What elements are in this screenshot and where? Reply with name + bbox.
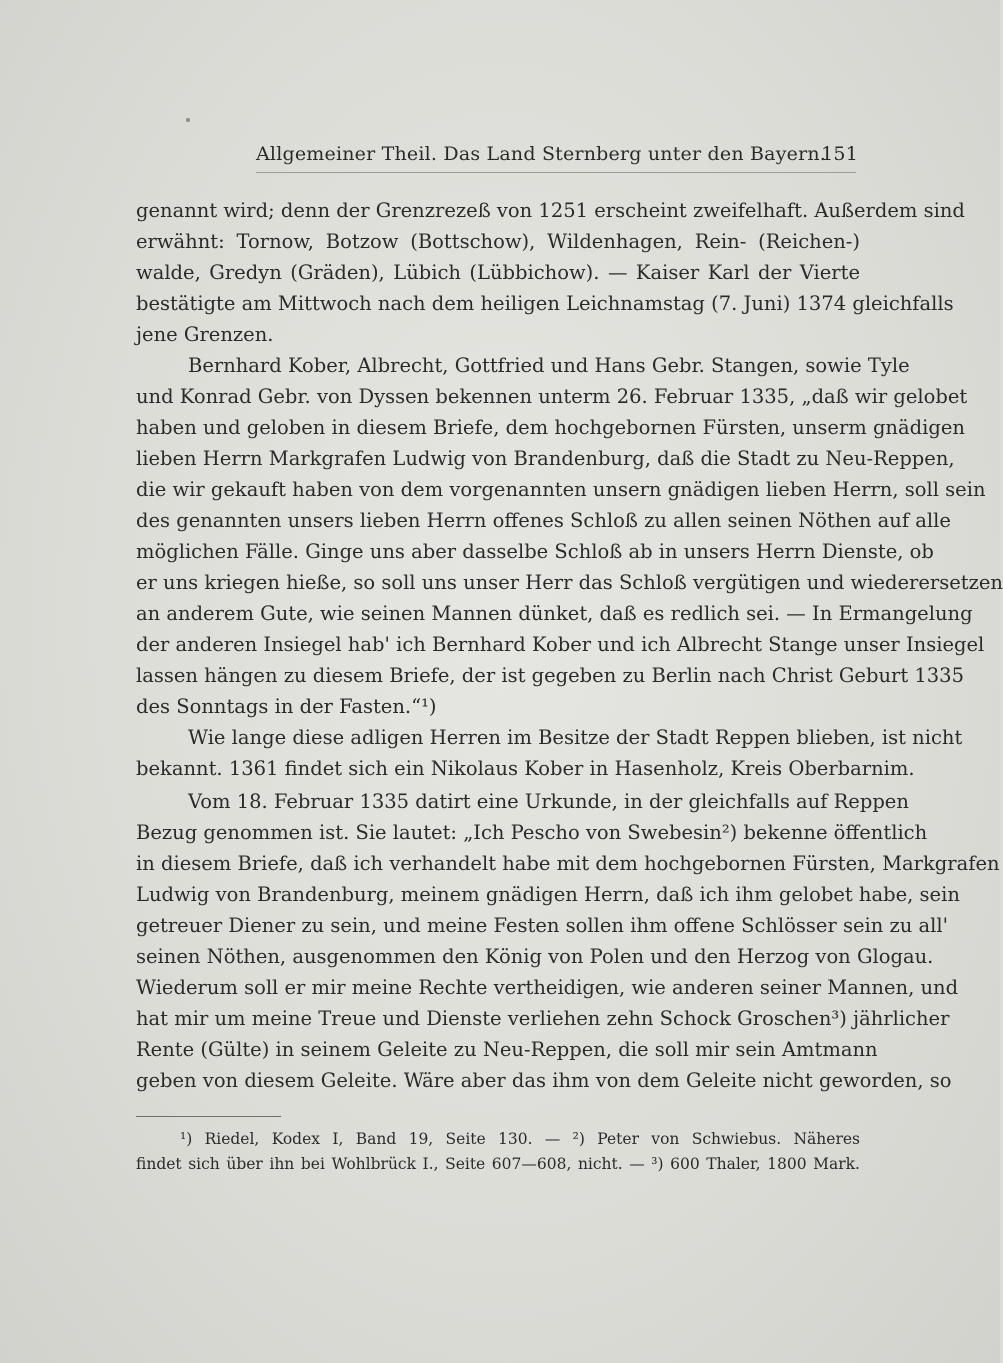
text-line: und Konrad Gebr. von Dyssen bekennen unterm 26. Februar 1335, „daß wir gelobet — [136, 385, 968, 408]
text-line: erwähnt: Tornow, Botzow (Bottschow), Wildenhagen, Rein- (Reichen-) — [136, 230, 860, 253]
footnote-rule — [136, 1116, 281, 1117]
text-line: haben und geloben in diesem Briefe, dem hochgebornen Fürsten, unserm gnädigen — [136, 416, 965, 439]
text-line: Vom 18. Februar 1335 datirt eine Urkunde, in der gleichfalls auf Reppen — [188, 790, 909, 813]
text-line: lassen hängen zu diesem Briefe, der ist gegeben zu Berlin nach Christ Geburt 1335 — [136, 664, 964, 687]
text-line: Ludwig von Brandenburg, meinem gnädigen Herrn, daß ich ihm gelobet habe, sein — [136, 883, 960, 906]
text-line: getreuer Diener zu sein, und meine Festen sollen ihm offene Schlösser sein zu all' — [136, 914, 949, 937]
text-line: bestätigte am Mittwoch nach dem heiligen Leichnamstag (7. Juni) 1374 gleichfalls — [136, 292, 954, 315]
text-line: geben von diesem Geleite. Wäre aber das ihm von dem Geleite nicht geworden, so — [136, 1069, 952, 1092]
paper-speck — [186, 118, 190, 122]
text-line: bekannt. 1361 findet sich ein Nikolaus Kober in Hasenholz, Kreis Oberbarnim. — [136, 757, 915, 780]
text-line: in diesem Briefe, daß ich verhandelt habe mit dem hochgebornen Fürsten, Markgrafen — [136, 852, 1000, 875]
text-line: lieben Herrn Markgrafen Ludwig von Brandenburg, daß die Stadt zu Neu-Reppen, — [136, 447, 955, 470]
page-number: 151 — [821, 143, 858, 165]
text-line: genannt wird; denn der Grenzrezeß von 1251 erscheint zweifelhaft. Außerdem sind — [136, 199, 965, 222]
text-line: möglichen Fälle. Ginge uns aber dasselbe Schloß ab in unsers Herrn Dienste, ob — [136, 540, 934, 563]
text-line: walde, Gredyn (Gräden), Lübich (Lübbichow). — Kaiser Karl der Vierte — [136, 261, 860, 284]
text-line: an anderem Gute, wie seinen Mannen dünket, daß es redlich sei. — In Ermangelung — [136, 602, 973, 625]
text-line: er uns kriegen hieße, so soll uns unser Herr das Schloß vergütigen und wiederersetzen — [136, 571, 1003, 594]
text-line: des genannten unsers lieben Herrn offenes Schloß zu allen seinen Nöthen auf alle — [136, 509, 951, 532]
text-line: Wie lange diese adligen Herren im Besitze der Stadt Reppen blieben, ist nicht — [188, 726, 963, 749]
text-line: Rente (Gülte) in seinem Geleite zu Neu-Reppen, die soll mir sein Amtmann — [136, 1038, 878, 1061]
text-line: der anderen Insiegel hab' ich Bernhard Kober und ich Albrecht Stange unser Insiegel — [136, 633, 985, 656]
text-line: Bernhard Kober, Albrecht, Gottfried und Hans Gebr. Stangen, sowie Tyle — [188, 354, 910, 377]
footnote-line: findet sich über ihn bei Wohlbrück I., Seite 607—608, nicht. — ³) 600 Thaler, 1800 Mark. — [136, 1155, 860, 1173]
running-title: Allgemeiner Theil. Das Land Sternberg unter den Bayern. — [256, 143, 827, 165]
text-line: des Sonntags in der Fasten.“¹) — [136, 695, 437, 718]
header-rule — [256, 172, 856, 173]
footnote-line: ¹) Riedel, Kodex I, Band 19, Seite 130. — ²) Peter von Schwiebus. Näheres — [180, 1130, 860, 1148]
text-line: Bezug genommen ist. Sie lautet: „Ich Pescho von Swebesin²) bekenne öffentlich — [136, 821, 928, 844]
text-line: jene Grenzen. — [136, 323, 274, 346]
text-line: die wir gekauft haben von dem vorgenannten unsern gnädigen lieben Herrn, soll sein — [136, 478, 986, 501]
page-header — [136, 143, 858, 173]
text-line: hat mir um meine Treue und Dienste verliehen zehn Schock Groschen³) jährlicher — [136, 1007, 950, 1030]
text-line: seinen Nöthen, ausgenommen den König von Polen und den Herzog von Glogau. — [136, 945, 934, 968]
text-line: Wiederum soll er mir meine Rechte vertheidigen, wie anderen seiner Mannen, und — [136, 976, 959, 999]
